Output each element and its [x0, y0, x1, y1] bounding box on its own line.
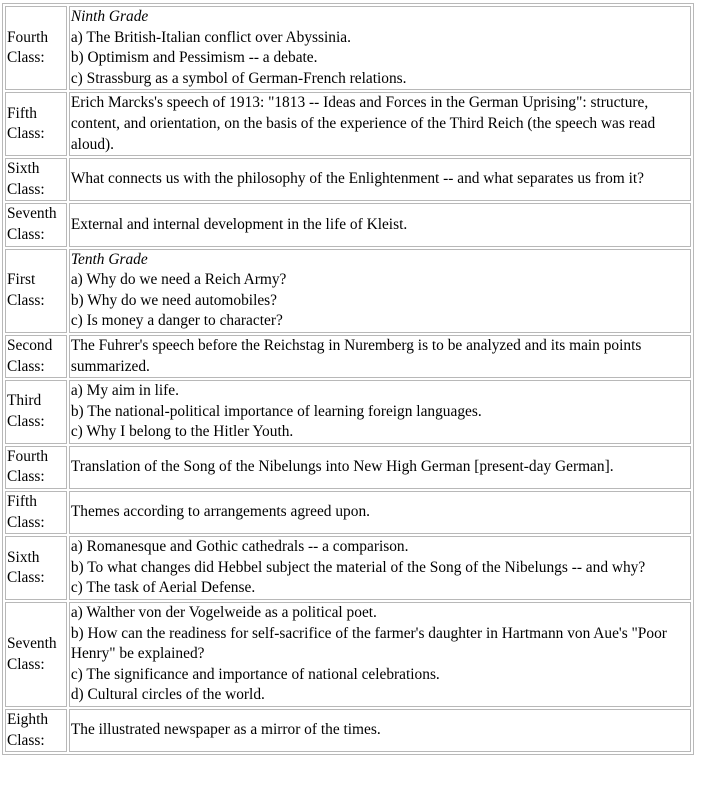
topic-item: b) How can the readiness for self-sacrifice of the farmer's daughter in Hartmann von Aue's "Poor Henry" be explained?	[70, 624, 667, 663]
topic-item: c) Strassburg as a symbol of German-French relations.	[70, 69, 407, 87]
topic-text: What connects us with the philosophy of the Enlightenment -- and what separates us from it?	[70, 170, 645, 188]
table-row	[5, 335, 691, 378]
grade-heading: Tenth Grade	[70, 250, 148, 268]
topic-text: The illustrated newspaper as a mirror of the times.	[70, 721, 381, 739]
assignment-cell	[69, 335, 691, 378]
class-label: First Class:	[5, 249, 67, 333]
topic-item: b) To what changes did Hebbel subject the material of the Song of the Nibelungs -- and why?	[70, 558, 646, 576]
table-row	[5, 203, 691, 246]
topic-item: c) The task of Aerial Defense.	[70, 579, 256, 597]
topic-item: c) The significance and importance of national celebrations.	[70, 665, 440, 683]
class-label: Sixth Class:	[5, 536, 67, 600]
assignment-cell	[69, 203, 691, 246]
topic-item: c) Why I belong to the Hitler Youth.	[70, 423, 294, 441]
table-row	[5, 446, 691, 489]
class-label: Eighth Class:	[5, 709, 67, 752]
assignment-cell	[69, 249, 691, 333]
table-row	[5, 92, 691, 156]
assignment-cell	[69, 536, 691, 600]
assignment-cell	[69, 491, 691, 534]
class-label: Third Class:	[5, 380, 67, 444]
assignment-cell	[69, 92, 691, 156]
class-label: Fourth Class:	[5, 6, 67, 90]
topic-text: Erich Marcks's speech of 1913: "1813 -- Ideas and Forces in the German Uprising": structure, content, and orientation, on the basis of the experience of the Third Reich (the speech was read aloud).	[70, 94, 656, 153]
topic-item: a) Why do we need a Reich Army?	[70, 271, 287, 289]
topic-item: a) Walther von der Vogelweide as a political poet.	[70, 604, 377, 622]
table-row	[5, 709, 691, 752]
curriculum-table	[2, 3, 694, 755]
topic-text: External and internal development in the life of Kleist.	[70, 215, 408, 233]
topic-item: a) Romanesque and Gothic cathedrals -- a comparison.	[70, 538, 409, 556]
topic-item: a) My aim in life.	[70, 382, 179, 400]
topic-text: Translation of the Song of the Nibelungs into New High German [present-day German].	[70, 458, 614, 476]
topic-item: c) Is money a danger to character?	[70, 312, 283, 330]
class-label: Second Class:	[5, 335, 67, 378]
assignment-cell	[69, 709, 691, 752]
class-label: Seventh Class:	[5, 203, 67, 246]
table-row	[5, 602, 691, 707]
grade-heading: Ninth Grade	[70, 8, 149, 25]
topic-text: Themes according to arrangements agreed upon.	[70, 503, 370, 521]
table-row	[5, 6, 691, 90]
table-row	[5, 249, 691, 333]
topic-item: b) Why do we need automobiles?	[70, 291, 277, 309]
assignment-cell	[69, 380, 691, 444]
class-label: Sixth Class:	[5, 158, 67, 201]
class-label: Fifth Class:	[5, 491, 67, 534]
topic-item: b) Optimism and Pessimism -- a debate.	[70, 49, 318, 67]
assignment-cell	[69, 446, 691, 489]
class-label: Seventh Class:	[5, 602, 67, 707]
table-row	[5, 491, 691, 534]
topic-item: d) Cultural circles of the world.	[70, 686, 265, 704]
topic-text: The Fuhrer's speech before the Reichstag in Nuremberg is to be analyzed and its main points summarized.	[70, 336, 642, 375]
assignment-cell	[69, 602, 691, 707]
assignment-cell	[69, 158, 691, 201]
class-label: Fourth Class:	[5, 446, 67, 489]
topic-item: b) The national-political importance of learning foreign languages.	[70, 402, 482, 420]
table-row	[5, 536, 691, 600]
assignment-cell	[69, 6, 691, 90]
topic-item: a) The British-Italian conflict over Abyssinia.	[70, 28, 351, 46]
table-row	[5, 158, 691, 201]
table-row	[5, 380, 691, 444]
class-label: Fifth Class:	[5, 92, 67, 156]
